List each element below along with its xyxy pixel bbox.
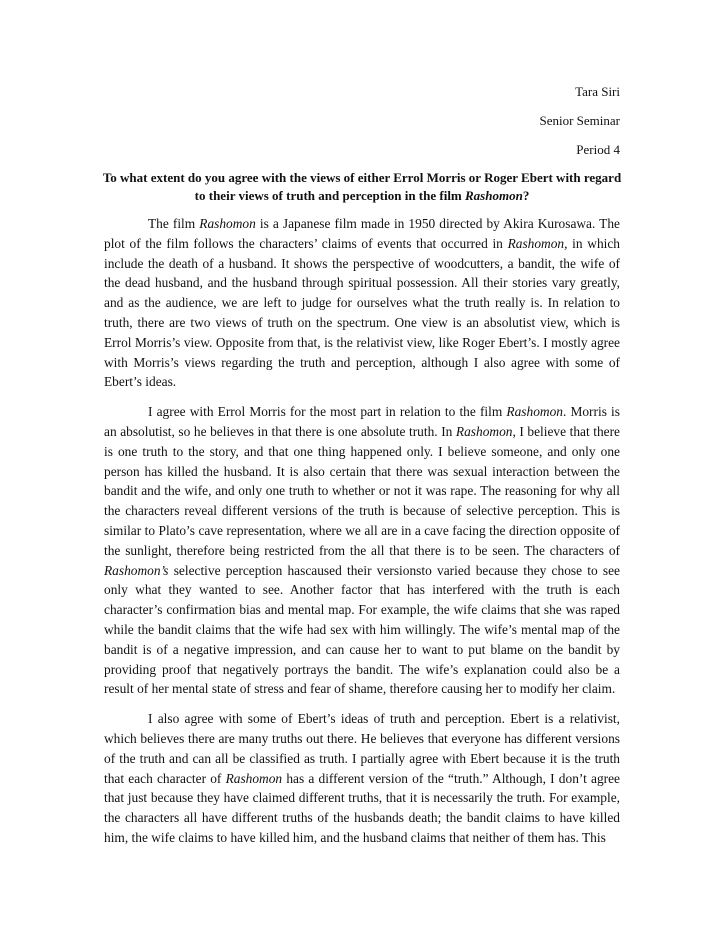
p1-film-b: Rashomon — [507, 235, 565, 251]
paragraph-1 — [104, 214, 620, 392]
title-text: To what extent do you agree with the views of either Errol Morris or Roger Ebert with regard to their views of truth and perception in the film — [102, 170, 622, 203]
title-end: ? — [522, 188, 530, 203]
p3-text-a: I also agree with some of Ebert’s ideas of truth and perception. Ebert is a relativist, which believes there are many truths out there. He believes that everyone has different versions of the truth and can all be classified as truth. I partially agree with Ebert because it is the truth that each character of — [104, 711, 620, 786]
p3-film-a: Rashomon — [225, 770, 283, 786]
p2-text-b: . Morris is an absolutist, so he believes in that there is one absolute truth. In — [104, 404, 620, 439]
class-period: Period 4 — [576, 142, 620, 157]
p2-text-c: , I believe that there is one truth to the story, and that one thing happened only. I believe someone, and only one person has killed the husband. It is also certain that there was sexual interaction between the bandit and the wife, and only one truth to whether or not it was rape. The reasoning for why all the characters reveal different versions of the truth is because of selective perception. This is similar to Plato’s cave representation, where we all are in a cave facing the direction opposite of the sunlight, therefore being restricted from the all that there is to be seen. The characters of — [104, 423, 621, 558]
p2-text-a: I agree with Errol Morris for the most part in relation to the film — [148, 404, 507, 420]
paragraph-2 — [104, 402, 620, 699]
p1-text-a: The film — [148, 216, 200, 231]
title-film: Rashomon — [465, 188, 523, 203]
p1-film-a: Rashomon — [199, 216, 256, 231]
essay-title — [100, 169, 624, 205]
p2-text-d: selective perception hascaused their versionsto varied because they chose to see only what they wanted to see. Another factor that has interfered with the truth is each character’s confirmation bias and mental map. For example, the wife claims that she was raped while the bandit claims that the wife had sex with him willingly. The wife’s mental map of the bandit is of a negative impression, and can cause her to want to put blame on the bandit by providing proof that negatively portrays the bandit. The wife’s explanation could also be a result of her mental state of stress and fear of shame, therefore causing her to modify her claim. — [104, 562, 620, 697]
p1-text-b: is a Japanese film made in 1950 directed by Akira Kurosawa. The plot of the film follows the characters’ claims of events that occurred in — [104, 216, 620, 251]
course-name: Senior Seminar — [539, 113, 620, 128]
author-name: Tara Siri — [575, 84, 620, 99]
p1-text-c: , in which include the death of a husband. It shows the perspective of woodcutters, a bandit, the wife of the dead husband, and the husband through spiritual possession. All their stories vary greatly, and as the audience, we are left to judge for ourselves what the truth really is. In relation to truth, there are two views of truth on the spectrum. One view is an absolutist view, which is Errol Morris’s view. Opposite from that, is the relativist view, like Roger Ebert’s. I mostly agree with Morris’s views regarding the truth and perception, although I also agree with some of Ebert’s ideas. — [104, 235, 620, 390]
p2-film-a: Rashomon — [506, 404, 563, 420]
p3-text-b: has a different version of the “truth.” Although, I don’t agree that just because they have claimed different truths, that it is necessarily the truth. For example, the characters all have different truths of the husbands death; the bandit claims to have killed him, the wife claims to have killed him, and the husband claims that neither of them has. This — [104, 770, 620, 845]
paragraph-3 — [104, 709, 620, 848]
document-page — [104, 84, 620, 858]
p2-film-c: Rashomon’s — [104, 562, 169, 578]
p2-film-b: Rashomon — [455, 423, 513, 439]
